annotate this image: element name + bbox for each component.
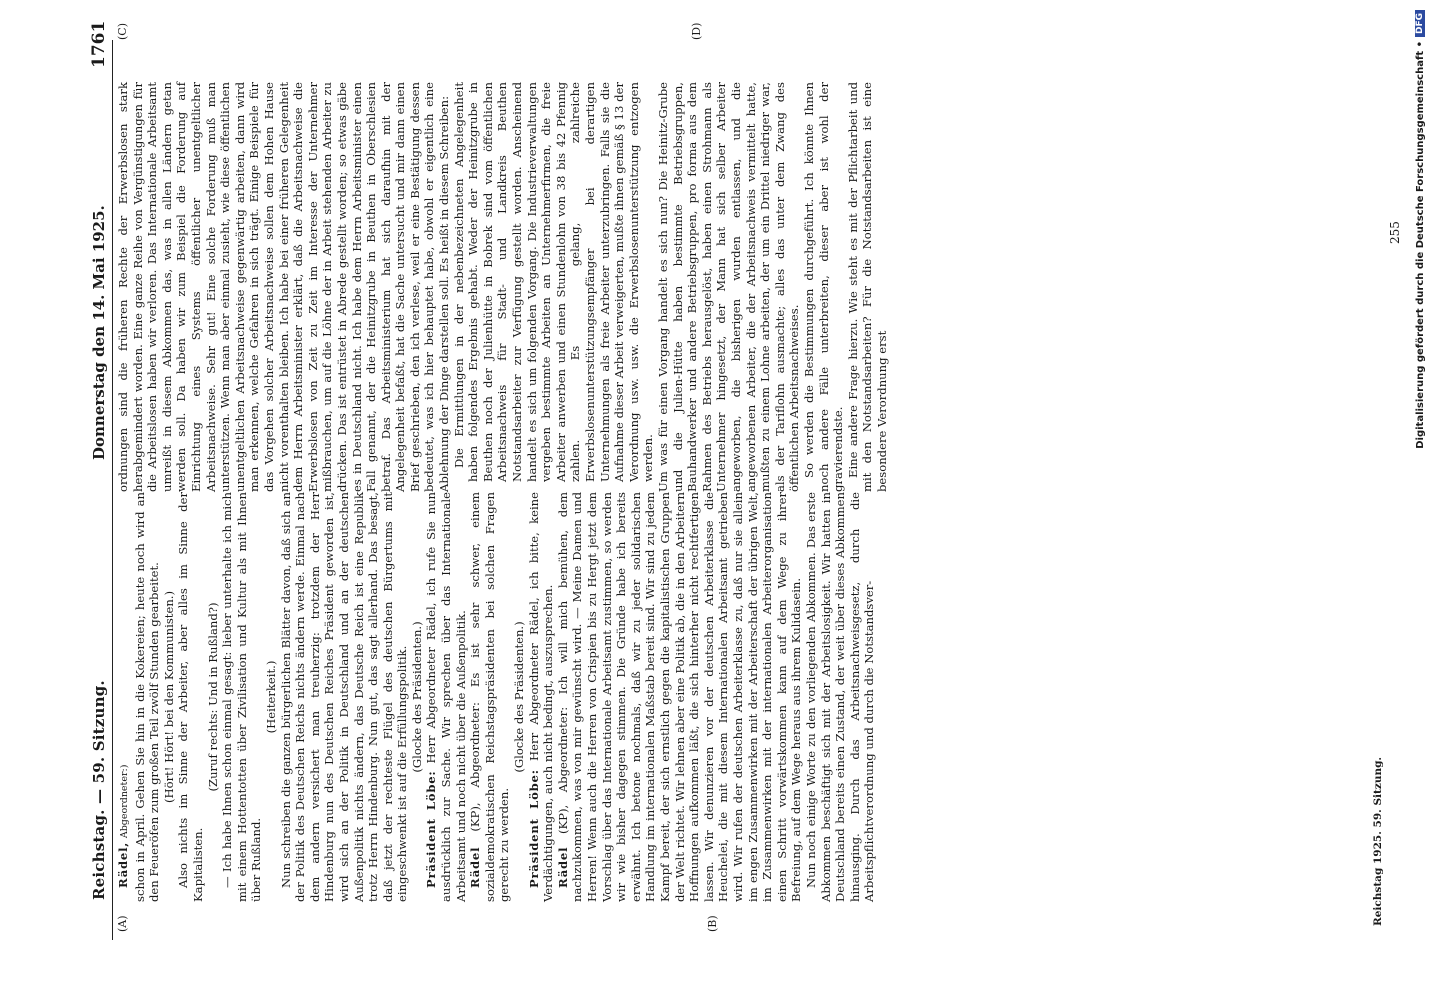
paragraph: [116, 82, 452, 492]
paragraph: [220, 492, 264, 902]
paragraph-text: Um was für einen Vorgang handelt es sich nun? Die Heinitz-Grube und die Julien-Hütte haben bestimmte Betriebsgruppen, Bauhandwerker und andere Betriebsgruppen, pro forma aus dem Rahmen des Betriebs herausgelöst, haben einen Strohmann als Unternehmer hingesetzt, der Mann hat sich selber Arbeiter angeworben, die bisherigen wurden entlassen, und die angeworbenen Arbeiter, die der Arbeitsnachweis vermittelt hatte, mußten zu einem Lohne arbeiten, der um ein Drittel niedriger war, als der Tariflohn ausmachte; alles das unter dem Zwang des öffentlichen Arbeitsnachweises.: [655, 82, 802, 492]
header-left-title: Reichstag. — 59. Sitzung.: [90, 680, 108, 900]
digitization-credit: [1412, 10, 1428, 990]
paragraph: [116, 492, 133, 902]
page-header: [88, 20, 110, 940]
paragraph-text: Nun noch einige Worte zu den vorliegenden Abkommen. Das erste Abkommen beschäftigt sich mit der Arbeitslosigkeit. Wir hatten in Deutschland bereits einen Zustand, der weit über dieses Abkommen hinausging. Durch das Arbeitsnachweisgesetz, durch die Arbeitspflichtverordnung und durch die Notstandsver-: [803, 492, 877, 902]
speaker-name: Präsident Löbe:: [424, 770, 439, 888]
speaker-name: Rädel,: [116, 841, 130, 888]
speaker-role: Abgeordneter:): [119, 764, 130, 839]
stage-direction: (Hört! Hört! bei den Kommunisten.): [161, 591, 176, 804]
paragraph-text: schon in April. Gehen Sie hin in die Kokereien; heute noch wird an den Feueröfen zum großen Teil zwölf Stunden gearbeitet.: [132, 492, 162, 902]
paragraph-text: (KP), Abgeordneter: Es ist sehr schwer, einem sozialdemokratischen Reichstagspräsidenten bei solchen Fragen gerecht zu werden.: [468, 492, 512, 902]
paragraph-text: (KP), Abgeordneter: Ich will mich bemühen, dem nachzukommen, was von mir gewünscht wird. — Meine Damen und Herren! Wenn auch die Herren von Crispien bis zu Hergt jetzt dem Vorschlag über das Internationale Arbeitsamt zustimmen, so werden wir wie bisher dagegen stimmen. Die Gründe habe ich bereits erwähnt. Ich betone nochmals, daß wir zu jeder solidarischen Handlung im internationalen Maßstab bereit sind. Wir sind zu jedem Kampf bereit, der sich ernstlich gegen die kapitalistischen Gruppen der Welt richtet. Wir lehnen aber eine Politik ab, die in den Arbeitern Hoffnungen aufkommen läßt, die sich hinterher nicht rechtfertigen lassen. Wir denunzieren vor der deutschen Arbeiterklasse die Heuchelei, die mit diesem Internationalen Arbeitsamt getrieben wird. Wir rufen der deutschen Arbeiterklasse zu, daß nur sie allein im engen Zusammenwirken mit der Arbeiterschaft der übrigen Welt, im Zusammenwirken mit der internationalen Arbeiterorganisation einen Schritt vorwärtskommen kann auf dem Wege zu ihrer Befreiung, auf dem Wege heraus aus ihrem Kulidasein.: [555, 491, 804, 902]
paragraph: [424, 492, 468, 902]
paragraph: [802, 82, 846, 492]
speaker-name: Präsident Löbe:: [526, 769, 541, 888]
margin-marker-b: (B): [706, 915, 719, 932]
paragraph-text: — Ich habe Ihnen schon einmal gesagt: lieber unterhalte ich mich mit einem Hottentotten über Zivilisation und Kultur als mit Ihnen über Rußland.: [220, 492, 264, 902]
paragraph-text: Nun schreiben die ganzen bürgerlichen Blätter davon, daß sich an der Politik des Deutschen Reichs nichts ändern werde. Einmal nach dem andern versichert man treuherzig: trotzdem der Herr Hindenburg nun des Deutschen Reiches Präsident geworden ist, wird sich an der Politik in Deutschland und an der deutschen Außenpolitik nichts ändern, das Deutsche Reich ist eine Republik trotz Herrn Hindenburg. Nun gut, das sagt allerhand. Das besagt, daß jetzt der rechteste Flügel des deutschen Bürgertums mit eingeschwenkt ist auf die Erfüllungspolitik.: [278, 492, 410, 902]
paragraph: [468, 492, 512, 902]
paragraph-text: Die Ermittlungen in der nebenbezeichneten Angelegenheit haben folgendes Ergebnis gehabt. Weder der Heinitzgrube in Beuthen noch der Julienhütte in Bobrek sind vom öffentlichen Arbeitsnachweis für Stadt- und Landkreis Beuthen Notstandsarbeiter zur Verfügung gestellt worden. Anscheinend handelt es sich um folgenden Vorgang. Die Industrieverwaltungen vergeben bestimmte Arbeiten an Unternehmerfirmen, die freie Arbeiter anwerben und einen Stundenlohn von 38 bis 42 Pfennig zahlen. Es gelang, zahlreiche Erwerbslosenunterstützungsempfänger bei derartigen Unternehmungen als freie Arbeiter unterzubringen. Falls sie die Aufnahme dieser Arbeit verweigerten, mußte ihnen gemäß § 13 der Verordnung usw. usw. die Erwerbslosenunterstützung entzogen werden.: [451, 82, 656, 482]
right-text-column: [116, 82, 889, 492]
paragraph: [133, 492, 162, 902]
paragraph: [656, 82, 802, 492]
dfg-logo: DFG: [1415, 10, 1425, 37]
speaker-name: Rädel: [555, 846, 570, 888]
paragraph-text: Eine andere Frage hierzu. Wie steht es mit der Pflichtarbeit und mit den Notstandsarbeiten? Für die Notstandsarbeiten ist eine besondere Verordnung erst: [845, 82, 889, 492]
paragraph: [527, 492, 556, 902]
paragraph-text: Herr Abgeordneter Rädel, ich bitte, keine Verdächtigungen, auch nicht bedingt, auszusprechen.: [526, 492, 556, 902]
speaker-name: Rädel: [468, 846, 483, 888]
margin-marker-d: (D): [690, 22, 703, 40]
paragraph-text: Also nichts im Sinne der Arbeiter, aber alles im Sinne der Kapitalisten.: [176, 492, 205, 902]
footer-page-number: 255: [1388, 221, 1402, 244]
header-rule: [112, 40, 113, 940]
paragraph: [846, 82, 890, 492]
paragraph: [176, 492, 205, 902]
margin-marker-c: (C): [116, 23, 129, 40]
header-page-number: 1761: [89, 20, 109, 68]
margin-marker-a: (A): [116, 915, 129, 932]
stage-direction: (Glocke des Präsidenten.): [409, 621, 424, 773]
paragraph: [279, 492, 410, 902]
stage-direction: (Glocke des Präsidenten.): [512, 621, 527, 773]
header-date: Donnerstag den 14. Mai 1925.: [90, 205, 108, 460]
credit-text: Digitalisierung gefördert durch die Deutsche Forschungsgemeinschaft •: [1414, 41, 1426, 449]
paragraph-text: Herr Abgeordneter Rädel, ich rufe Sie nun ausdrücklich zur Sache. Wir sprechen über das Internationale Arbeitsamt und noch nicht über die Außenpolitik.: [424, 491, 468, 902]
paragraph: [556, 492, 804, 902]
paragraph-text: ordnungen sind die früheren Rechte der Erwerbslosen stark herabgemindert worden. Eine ganze Reihe von Vergünstigungen für die Arbeitslosen haben wir verloren. Das Internationale Arbeitsamt umreißt in diesem Abkommen das, was in allen Ländern getan werden soll. Da haben wir zum Beispiel die Forderung auf Einrichtung eines Systems öffentlicher unentgeltlicher Arbeitsnachweise. Sehr gut! Eine solche Forderung muß man unterstützen. Wenn man aber einmal zusieht, wie diese öffentlichen unentgeltlichen Arbeitsnachweise gegenwärtig arbeiten, dann wird man erkennen, welche Gefahren in sich trägt. Einige Beispiele für das Vorgehen solcher Arbeitsnachweise sollen dem Hohen Hause nicht vorenthalten bleiben. Ich habe bei einer früheren Gelegenheit dem Herrn Arbeitsminister erklärt, daß die Arbeitsnachweise die Erwerbslosen von Zeit zu Zeit im Interesse der Unternehmer mißbrauchen, um auf die Löhne der in Arbeit stehenden Arbeiter zu drücken. Das ist entrüstet in Abrede gestellt worden; so etwas gäbe es in Deutschland nicht. Ich habe dem Herrn Arbeitsminister einen Fall genannt, der die Heinitzgrube in Beuthen in Oberschlesien betraf. Das Arbeitsministerium hat sich daraufhin mit der Angelegenheit befaßt, hat die Sache untersucht und mir dann einen Brief geschrieben, den ich verlese, weil er eine Bestätigung dessen bedeutet, was ich hier behauptet habe, obwohl er eigentlich eine Ablehnung der Dinge darstellen soll. Es heißt in diesem Schreiben:: [116, 82, 452, 492]
stage-direction: (Heiterkeit.): [263, 660, 278, 734]
quoted-paragraph: [452, 82, 656, 492]
paragraph-text: So werden die Bestimmungen durchgeführt. Ich könnte Ihnen noch andere Fälle unterbreiten, dieser aber ist wohl der gravierendste.: [801, 82, 846, 492]
footer-note: Reichstag 1925. 59. Sitzung.: [1372, 756, 1384, 926]
left-text-column: [116, 492, 877, 902]
stage-direction: (Zuruf rechts: Und in Rußland?): [205, 602, 220, 792]
paragraph: [804, 492, 877, 902]
